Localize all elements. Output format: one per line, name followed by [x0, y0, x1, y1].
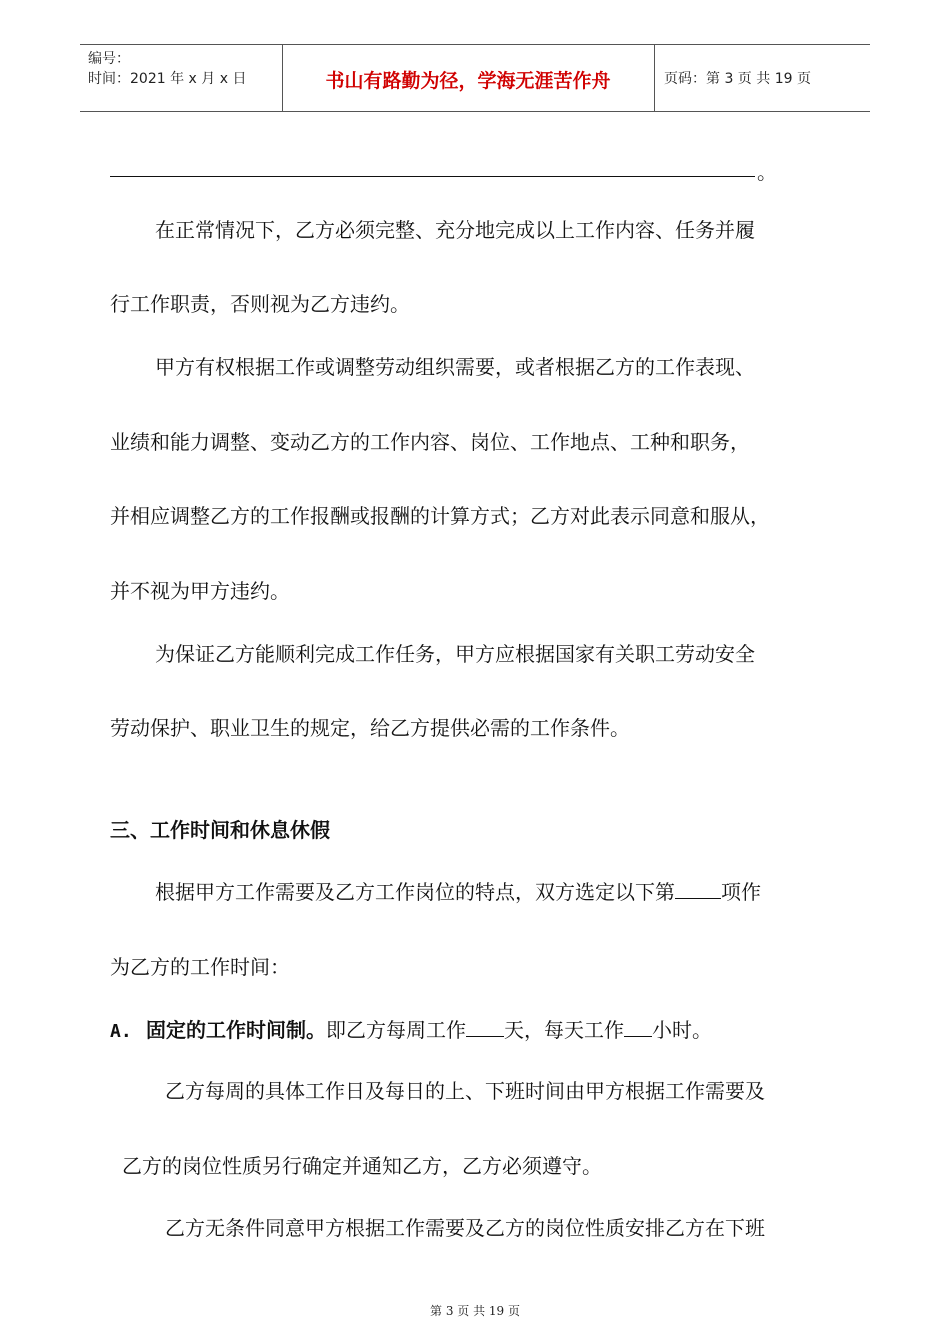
footer-page-number: 第 3 页 共 19 页: [430, 1304, 520, 1318]
header-time-label: 时间：2021 年 x 月 x 日: [88, 71, 247, 87]
paragraph-4-line-1: [155, 878, 761, 906]
blank-line-period: 。: [757, 160, 777, 184]
header-number-label: 编号：: [88, 51, 130, 67]
paragraph-1-line-1: 在正常情况下，乙方必须完整、充分地完成以上工作内容、任务并履: [155, 218, 755, 242]
hours-per-day-blank: [624, 1018, 652, 1037]
paragraph-4-text-a: 根据甲方工作需要及乙方工作岗位的特点，双方选定以下第: [155, 880, 675, 904]
paragraph-1-line-2: 行工作职责，否则视为乙方违约。: [110, 292, 410, 316]
header-page-label: 页码：第 3 页 共 19 页: [664, 71, 811, 87]
paragraph-2-line-3: 并相应调整乙方的工作报酬或报酬的计算方式；乙方对此表示同意和服从，: [110, 504, 770, 528]
paragraph-2-line-1: 甲方有权根据工作或调整劳动组织需要，或者根据乙方的工作表现、: [155, 355, 755, 379]
paragraph-6-line-1: 乙方无条件同意甲方根据工作需要及乙方的岗位性质安排乙方在下班: [165, 1216, 765, 1240]
paragraph-2-line-4: 并不视为甲方违约。: [110, 579, 290, 603]
item-a-text-a: 即乙方每周工作: [326, 1018, 467, 1042]
paragraph-3-line-1: 为保证乙方能顺利完成工作任务，甲方应根据国家有关职工劳动安全: [155, 642, 755, 666]
days-per-week-blank: [466, 1018, 504, 1037]
item-a-title: 固定的工作时间制。: [146, 1018, 327, 1042]
fill-in-blank-line: [110, 176, 755, 177]
header-meta: [88, 49, 246, 89]
item-a-text-c: 小时。: [652, 1018, 713, 1042]
header-bottom-rule: [80, 111, 870, 112]
header-motto: 书山有路勤为径，学海无涯苦作舟: [325, 70, 611, 92]
paragraph-4-text-b: 项作: [721, 880, 761, 904]
header-divider-right: [654, 44, 655, 111]
paragraph-5-line-1: 乙方每周的具体工作日及每日的上、下班时间由甲方根据工作需要及: [165, 1079, 765, 1103]
section-title: 三、工作时间和休息休假: [110, 818, 330, 842]
item-a-line: [110, 1016, 712, 1046]
paragraph-3-line-2: 劳动保护、职业卫生的规定，给乙方提供必需的工作条件。: [110, 716, 630, 740]
paragraph-4-line-2: 为乙方的工作时间：: [110, 955, 290, 979]
header-top-rule: [80, 44, 870, 45]
item-a-text-b: 天，每天工作: [504, 1018, 625, 1042]
option-number-blank: [675, 880, 721, 899]
paragraph-2-line-2: 业绩和能力调整、变动乙方的工作内容、岗位、工作地点、工种和职务，: [110, 430, 750, 454]
item-a-marker: A.: [110, 1021, 132, 1042]
paragraph-5-line-2: 乙方的岗位性质另行确定并通知乙方，乙方必须遵守。: [122, 1154, 602, 1178]
